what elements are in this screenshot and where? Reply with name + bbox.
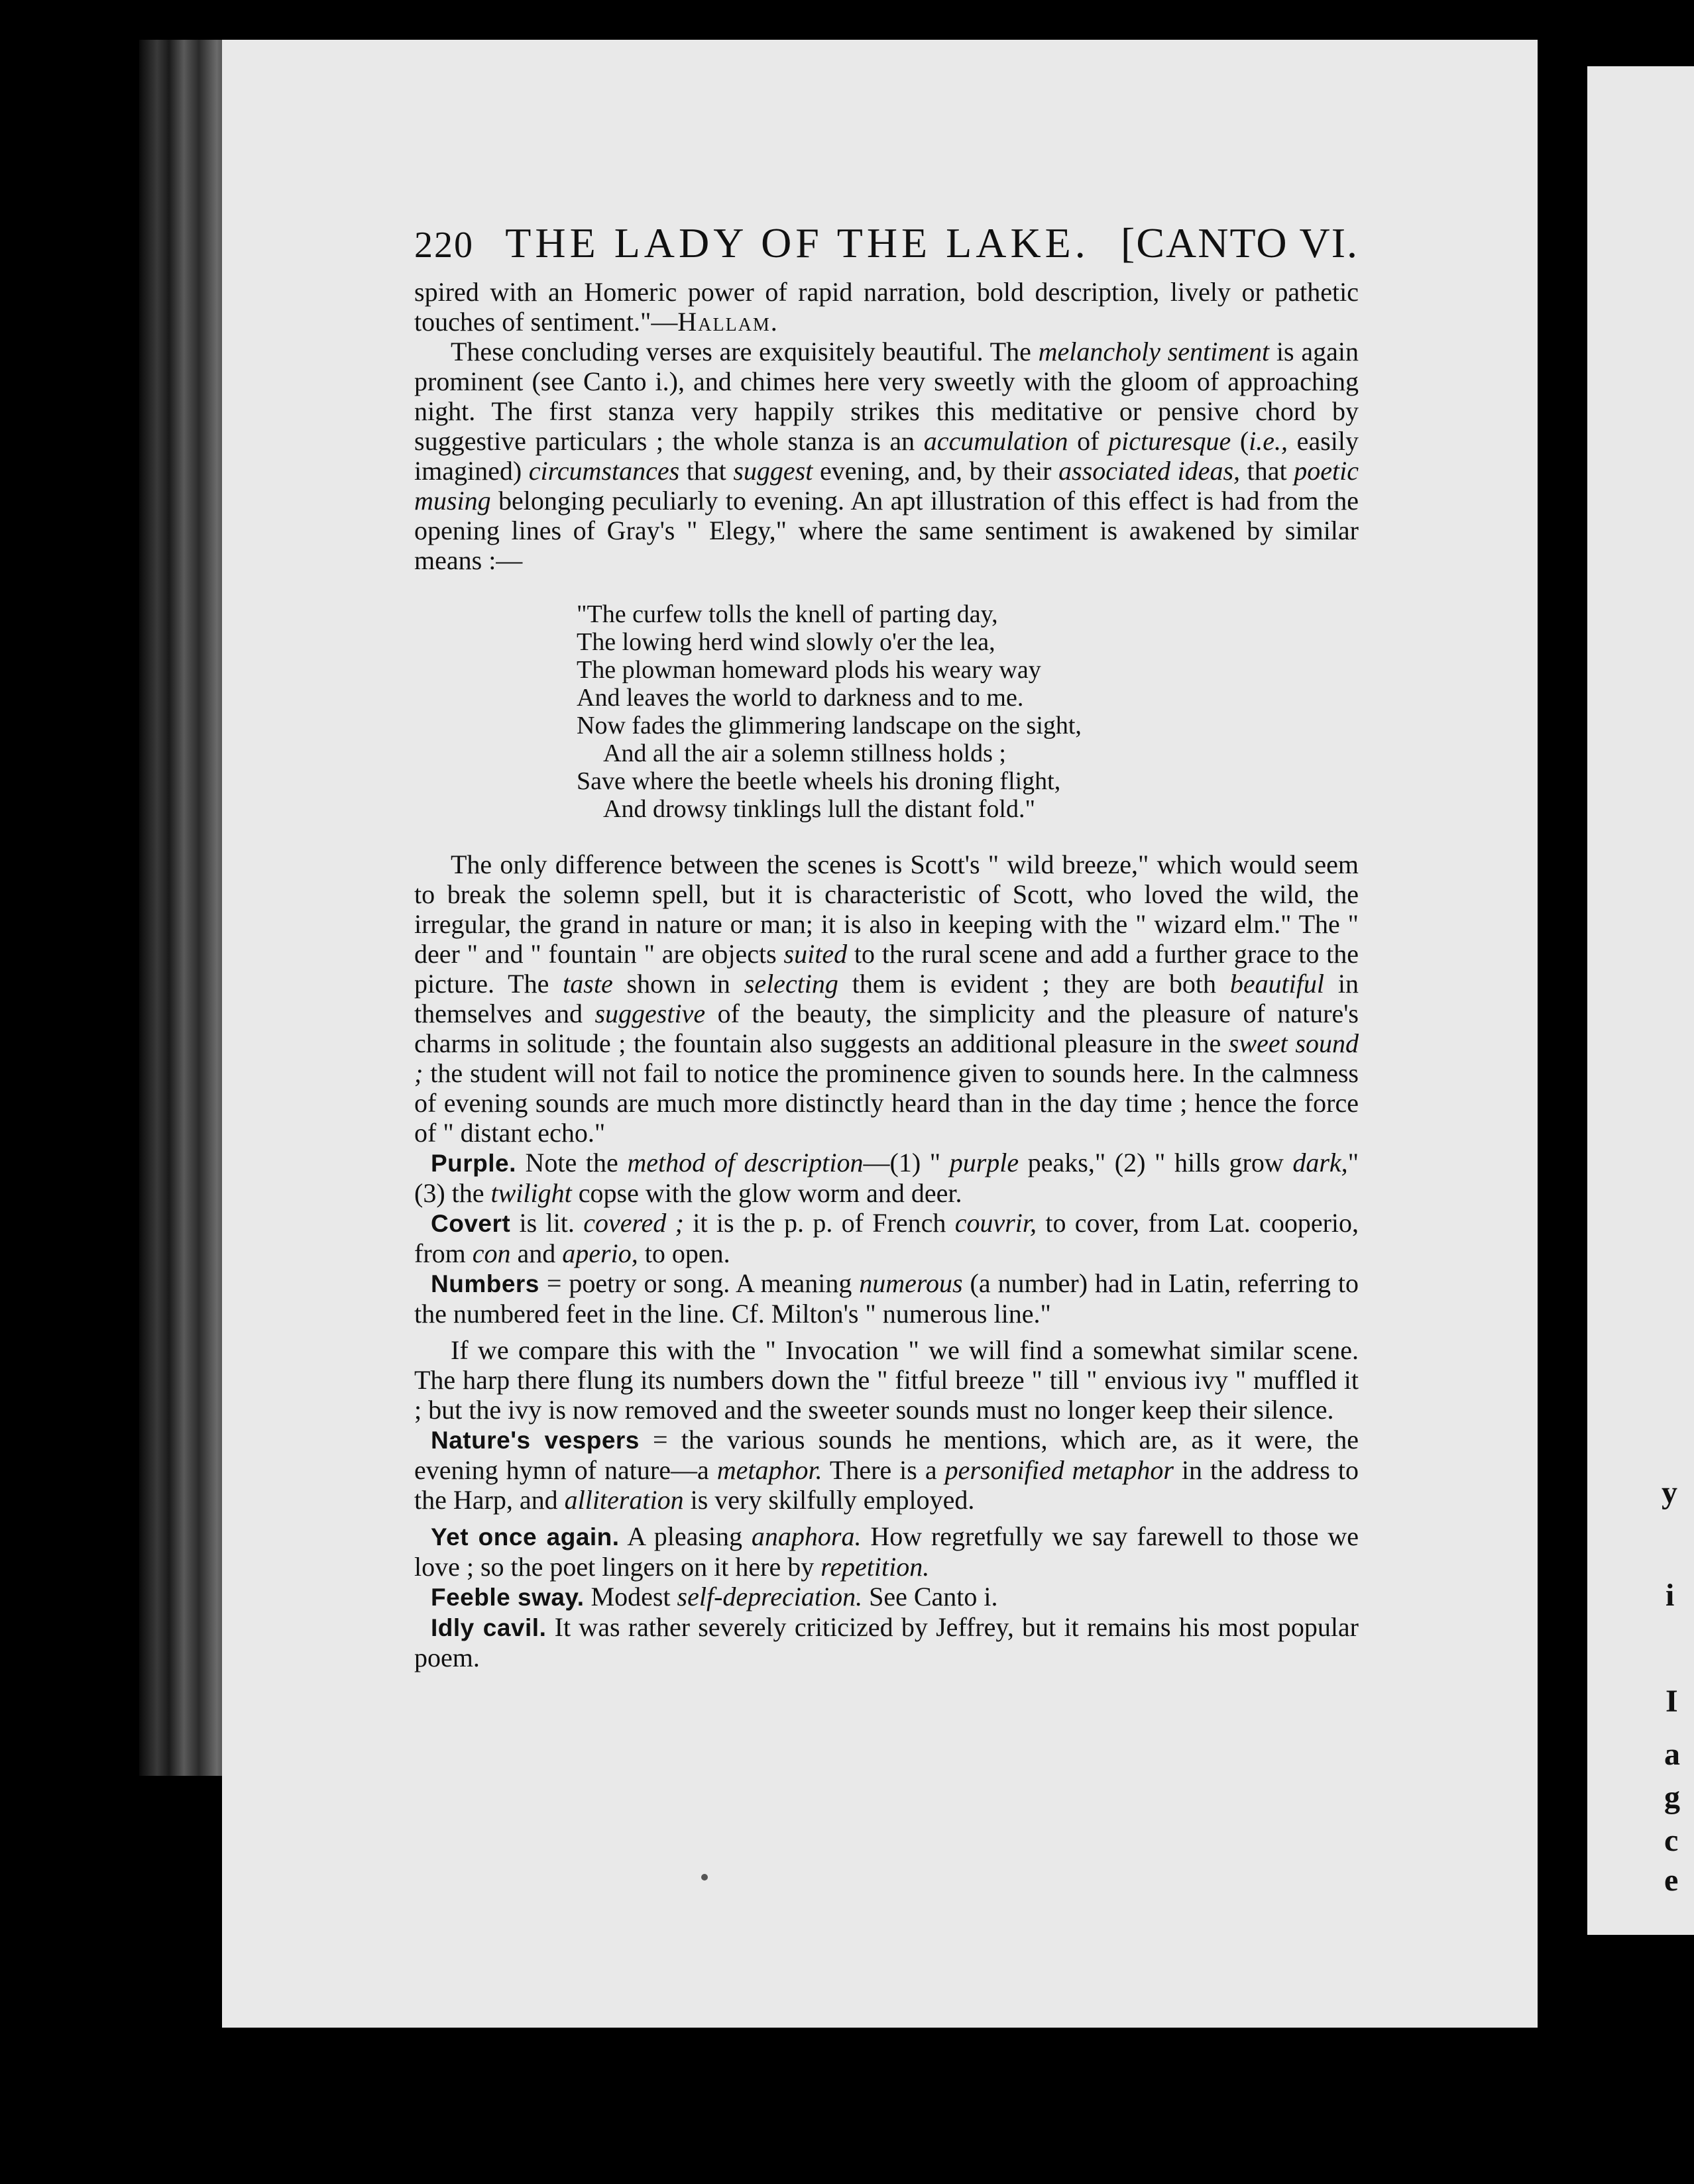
paragraph-hallam-quote: spired with an Homeric power of rapid narration, bold description, lively or pathetic touches of sentiment."—Hallam. (414, 277, 1359, 337)
quote-line: And all the air a solemn stillness holds ; (603, 739, 1006, 767)
note-lemma: Numbers (431, 1270, 539, 1297)
note-purple: Purple. Note the method of description—(1) " purple peaks," (2) " hills grow dark," (3) the twilight copse with the glow worm and deer. (414, 1148, 1359, 1208)
body-text (414, 277, 1359, 1672)
page-number: 220 (414, 225, 474, 266)
note-yet-once-again: Yet once again. A pleasing anaphora. How regretfully we say farewell to those we love ; so the poet lingers on it here by repetition. (414, 1521, 1359, 1582)
page-content (414, 219, 1359, 1672)
note-lemma: Yet once again. (431, 1523, 620, 1551)
quote-line: The lowing herd wind slowly o'er the lea, (577, 628, 995, 656)
note-lemma: Idly cavil. (431, 1614, 547, 1641)
book-title: THE LADY OF THE LAKE. (505, 219, 1090, 266)
facing-page-glyph: g (1664, 1780, 1680, 1815)
note-natures-vespers: Nature's vespers = the various sounds he mentions, which are, as it were, the evening hymn of nature—a metaphor. There is a personified metaphor in the address to the Harp, and alliteration is very skilfully employed. (414, 1425, 1359, 1515)
running-head (414, 219, 1359, 268)
quote-line: Save where the beetle wheels his droning flight, (577, 767, 1061, 795)
facing-page-glyph: e (1664, 1863, 1679, 1898)
note-idly-cavil: Idly cavil. It was rather severely criticized by Jeffrey, but it remains his most popular poem. (414, 1612, 1359, 1672)
facing-page-glyph: i (1666, 1578, 1675, 1613)
note-numbers: Numbers = poetry or song. A meaning numerous (a number) had in Latin, referring to the numbered feet in the line. Cf. Milton's " numerous line." (414, 1268, 1359, 1329)
quote-line: The plowman homeward plods his weary way (577, 656, 1041, 684)
note-lemma: Purple. (431, 1150, 516, 1177)
note-lemma: Nature's vespers (431, 1427, 640, 1454)
note-lemma: Feeble sway. (431, 1584, 585, 1611)
note-lemma: Covert (431, 1210, 511, 1237)
quote-line: Now fades the glimmering landscape on the sight, (577, 712, 1082, 739)
facing-page-glyph: I (1666, 1684, 1678, 1719)
canto-label: [CANTO VI. (1121, 219, 1359, 266)
quote-line: And drowsy tinklings lull the distant fold." (603, 795, 1035, 823)
note-feeble-sway: Feeble sway. Modest self-depreciation. See Canto i. (431, 1582, 998, 1611)
quote-line: "The curfew tolls the knell of parting day, (577, 600, 998, 628)
note-covert: Covert is lit. covered ; it is the p. p. of French couvrir, to cover, from Lat. cooperio, from con and aperio, to open. (414, 1208, 1359, 1268)
elegy-quotation (577, 600, 1359, 823)
facing-page-glyph: a (1664, 1737, 1680, 1772)
paragraph-invocation: If we compare this with the " Invocation " we will find a somewhat similar scene. The harp there flung its numbers down the " fitful breeze " till " envious ivy " muffled it ; but the ivy is now removed and the sweeter sounds must no longer keep their silence. (414, 1335, 1359, 1425)
facing-page-edge (1587, 66, 1694, 1935)
facing-page-glyph: c (1664, 1823, 1679, 1858)
quote-line: And leaves the world to darkness and to me. (577, 684, 1024, 712)
paragraph-concluding-verses: These concluding verses are exquisitely beautiful. The melancholy sentiment is again prominent (see Canto i.), and chimes here very sweetly with the gloom of approaching night. The first stanza very happily strikes this meditative or pensive chord by suggestive particulars ; the whole stanza is an accumulation of picturesque (i.e., easily imagined) circumstances that suggest evening, and, by their associated ideas, that poetic musing belonging peculiarly to evening. An apt illustration of this effect is had from the opening lines of Gray's " Elegy," where the same sentiment is awakened by similar means :— (414, 337, 1359, 575)
facing-page-glyph: y (1662, 1475, 1677, 1510)
paragraph-difference: The only difference between the scenes is Scott's " wild breeze," which would seem to break the solemn spell, but it is characteristic of Scott, who loved the wild, the irregular, the grand in nature or man; it is also in keeping with the " wizard elm." The " deer " and " fountain " are objects suited to the rural scene and add a further grace to the picture. The taste shown in selecting them is evident ; they are both beautiful in themselves and suggestive of the beauty, the simplicity and the pleasure of nature's charms in solitude ; the fountain also suggests an additional pleasure in the sweet sound ; the student will not fail to notice the prominence given to sounds here. In the calmness of evening sounds are much more distinctly heard than in the day time ; hence the force of " distant echo." (414, 849, 1359, 1148)
page-speck (701, 1874, 708, 1881)
